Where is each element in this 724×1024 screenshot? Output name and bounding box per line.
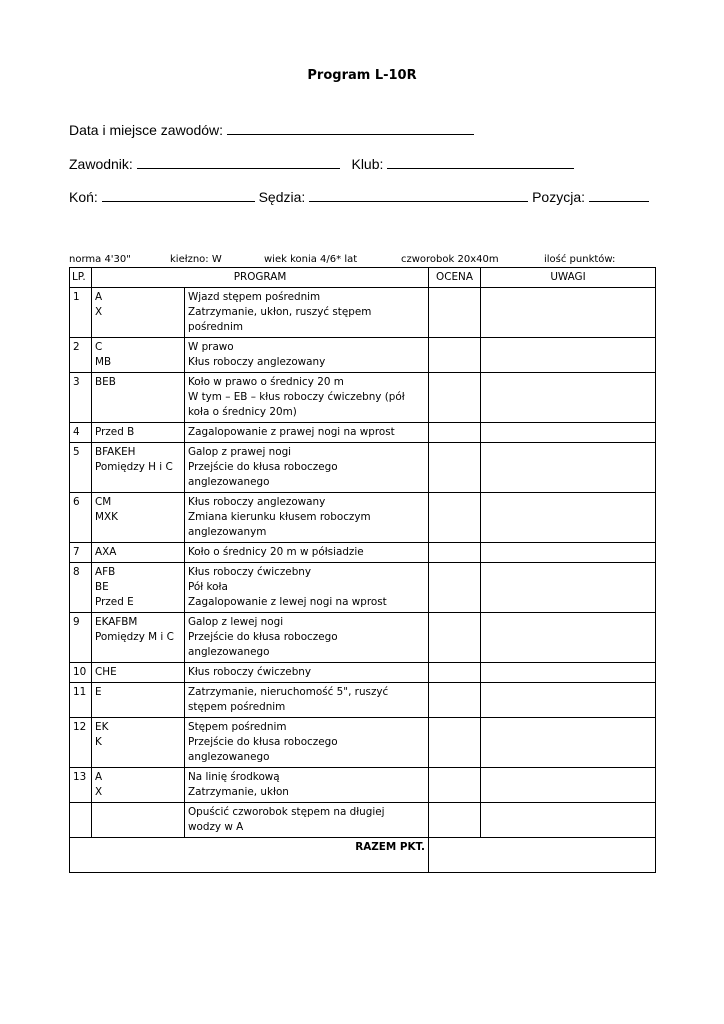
row-score-cell[interactable] [429, 288, 481, 338]
row-position [92, 423, 185, 443]
program-line: Zagalopowanie z prawej nogi na wprost [188, 426, 395, 438]
total-row [70, 838, 656, 873]
position-field[interactable] [589, 189, 649, 202]
row-position [92, 768, 185, 803]
row-program [185, 443, 429, 493]
row-score-cell[interactable] [429, 338, 481, 373]
position-line: Pomiędzy H i C [95, 461, 173, 473]
row-lp: 3 [70, 373, 92, 423]
position-line: Pomiędzy M i C [95, 631, 174, 643]
row-notes-cell[interactable] [481, 563, 656, 613]
position-line: AFB [95, 566, 116, 578]
row-position [92, 493, 185, 543]
row-lp: 2 [70, 338, 92, 373]
program-line: Pół koła [188, 581, 228, 593]
row-lp: 4 [70, 423, 92, 443]
program-line: anglezowanego [188, 751, 270, 763]
position-line: K [95, 736, 102, 748]
table-row [70, 803, 656, 838]
row-notes-cell[interactable] [481, 373, 656, 423]
table-header-row [70, 268, 656, 288]
position-line: C [95, 341, 103, 353]
program-line: Kłus roboczy ćwiczebny [188, 566, 312, 578]
program-line: Galop z prawej nogi [188, 446, 292, 458]
table-row [70, 338, 656, 373]
table-row [70, 718, 656, 768]
row-position [92, 613, 185, 663]
row-notes-cell[interactable] [481, 443, 656, 493]
position-label: Pozycja: [532, 189, 585, 205]
total-score-cell[interactable] [429, 838, 656, 873]
table-row [70, 443, 656, 493]
program-line: wodzy w A [188, 821, 244, 833]
row-position [92, 803, 185, 838]
position-line: Przed E [95, 596, 134, 608]
row-program [185, 288, 429, 338]
row-score-cell[interactable] [429, 683, 481, 718]
program-line: pośrednim [188, 321, 243, 333]
row-position [92, 443, 185, 493]
rider-line [69, 156, 574, 172]
club-field[interactable] [387, 156, 574, 169]
row-notes-cell[interactable] [481, 493, 656, 543]
age-text: wiek konia 4/6* lat [264, 254, 358, 265]
position-line: BE [95, 581, 109, 593]
position-line: Przed B [95, 426, 135, 438]
row-position [92, 663, 185, 683]
program-line: W tym – EB – kłus roboczy ćwiczebny (pół [188, 391, 405, 403]
row-score-cell[interactable] [429, 768, 481, 803]
program-line: Opuścić czworobok stępem na długiej [188, 806, 385, 818]
program-line: Zatrzymanie, ukłon [188, 786, 289, 798]
row-program [185, 613, 429, 663]
rider-label: Zawodnik: [69, 156, 133, 172]
row-score-cell[interactable] [429, 373, 481, 423]
row-notes-cell[interactable] [481, 683, 656, 718]
position-line: MB [95, 356, 112, 368]
position-line: E [95, 686, 102, 698]
row-notes-cell[interactable] [481, 338, 656, 373]
program-line: Na linię środkową [188, 771, 280, 783]
header-uwagi: UWAGI [481, 268, 656, 288]
row-program [185, 683, 429, 718]
program-line: anglezowanego [188, 476, 270, 488]
row-program [185, 493, 429, 543]
row-program [185, 373, 429, 423]
program-line: koła o średnicy 20m) [188, 406, 297, 418]
row-program [185, 423, 429, 443]
position-line: BEB [95, 376, 116, 388]
row-notes-cell[interactable] [481, 718, 656, 768]
table-row [70, 683, 656, 718]
row-lp: 7 [70, 543, 92, 563]
row-score-cell[interactable] [429, 443, 481, 493]
position-line: CM [95, 496, 112, 508]
row-lp: 5 [70, 443, 92, 493]
row-position [92, 563, 185, 613]
program-line: Kłus roboczy anglezowany [188, 496, 326, 508]
row-position [92, 288, 185, 338]
row-notes-cell[interactable] [481, 543, 656, 563]
date-field[interactable] [227, 122, 474, 135]
table-row [70, 288, 656, 338]
position-line: CHE [95, 666, 117, 678]
table-row [70, 373, 656, 423]
program-line: anglezowanego [188, 646, 270, 658]
total-label: RAZEM PKT. [70, 838, 429, 873]
row-score-cell[interactable] [429, 663, 481, 683]
program-line: Zatrzymanie, nieruchomość 5", ruszyć [188, 686, 389, 698]
row-position [92, 338, 185, 373]
program-line: Przejście do kłusa roboczego [188, 631, 338, 643]
header-program: PROGRAM [92, 268, 429, 288]
club-label: Klub: [351, 156, 384, 172]
program-line: anglezowanym [188, 526, 267, 538]
position-line: X [95, 306, 103, 318]
program-table [69, 267, 656, 873]
row-notes-cell[interactable] [481, 768, 656, 803]
points-text: ilość punktów: [544, 254, 616, 265]
row-position [92, 373, 185, 423]
program-line: Zatrzymanie, ukłon, ruszyć stępem [188, 306, 372, 318]
row-lp: 1 [70, 288, 92, 338]
row-notes-cell[interactable] [481, 423, 656, 443]
arena-text: czworobok 20x40m [401, 254, 499, 265]
row-lp: 6 [70, 493, 92, 543]
row-score-cell[interactable] [429, 718, 481, 768]
program-line: Zagalopowanie z lewej nogi na wprost [188, 596, 387, 608]
table-row [70, 768, 656, 803]
date-label: Data i miejsce zawodów: [69, 122, 224, 138]
program-line: Galop z lewej nogi [188, 616, 284, 628]
row-program [185, 543, 429, 563]
row-notes-cell[interactable] [481, 663, 656, 683]
row-program [185, 338, 429, 373]
table-row [70, 493, 656, 543]
date-line [69, 122, 474, 138]
row-lp [70, 803, 92, 838]
row-score-cell[interactable] [429, 803, 481, 838]
program-line: Przejście do kłusa roboczego [188, 461, 338, 473]
row-lp: 13 [70, 768, 92, 803]
horse-label: Koń: [69, 189, 98, 205]
row-lp: 8 [70, 563, 92, 613]
row-lp: 11 [70, 683, 92, 718]
row-program [185, 768, 429, 803]
position-line: X [95, 786, 103, 798]
judge-field[interactable] [309, 189, 528, 202]
program-line: Przejście do kłusa roboczego [188, 736, 338, 748]
row-score-cell[interactable] [429, 613, 481, 663]
meta-line [69, 254, 659, 267]
position-line: MXK [95, 511, 118, 523]
program-line: Koło w prawo o średnicy 20 m [188, 376, 344, 388]
header-lp: LP. [70, 268, 92, 288]
table-row [70, 543, 656, 563]
position-line: AXA [95, 546, 117, 558]
row-program [185, 803, 429, 838]
row-score-cell[interactable] [429, 563, 481, 613]
row-score-cell[interactable] [429, 543, 481, 563]
row-lp: 10 [70, 663, 92, 683]
horse-line [69, 189, 649, 205]
position-line: EK [95, 721, 109, 733]
table-row [70, 663, 656, 683]
row-notes-cell[interactable] [481, 803, 656, 838]
judge-label: Sędzia: [258, 189, 306, 205]
program-line: Kłus roboczy anglezowany [188, 356, 326, 368]
row-position [92, 683, 185, 718]
program-line: Koło o średnicy 20 m w półsiadzie [188, 546, 364, 558]
header-ocena: OCENA [429, 268, 481, 288]
page-title: Program L-10R [307, 68, 417, 83]
position-line: A [95, 291, 103, 303]
position-line: EKAFBM [95, 616, 138, 628]
row-program [185, 718, 429, 768]
row-lp: 12 [70, 718, 92, 768]
table-row [70, 613, 656, 663]
horse-field[interactable] [102, 189, 255, 202]
program-line: stępem pośrednim [188, 701, 286, 713]
row-program [185, 563, 429, 613]
row-notes-cell[interactable] [481, 288, 656, 338]
position-line: A [95, 771, 103, 783]
row-notes-cell[interactable] [481, 613, 656, 663]
row-program [185, 663, 429, 683]
program-line: W prawo [188, 341, 234, 353]
rider-field[interactable] [137, 156, 340, 169]
program-line: Wjazd stępem pośrednim [188, 291, 321, 303]
table-row [70, 563, 656, 613]
bit-text: kiełzno: W [170, 254, 222, 265]
row-lp: 9 [70, 613, 92, 663]
table-row [70, 423, 656, 443]
norm-text: norma 4'30" [69, 254, 131, 265]
position-line: BFAKEH [95, 446, 136, 458]
row-position [92, 543, 185, 563]
row-score-cell[interactable] [429, 423, 481, 443]
row-position [92, 718, 185, 768]
program-line: Kłus roboczy ćwiczebny [188, 666, 312, 678]
program-line: Zmiana kierunku kłusem roboczym [188, 511, 371, 523]
row-score-cell[interactable] [429, 493, 481, 543]
program-line: Stępem pośrednim [188, 721, 287, 733]
